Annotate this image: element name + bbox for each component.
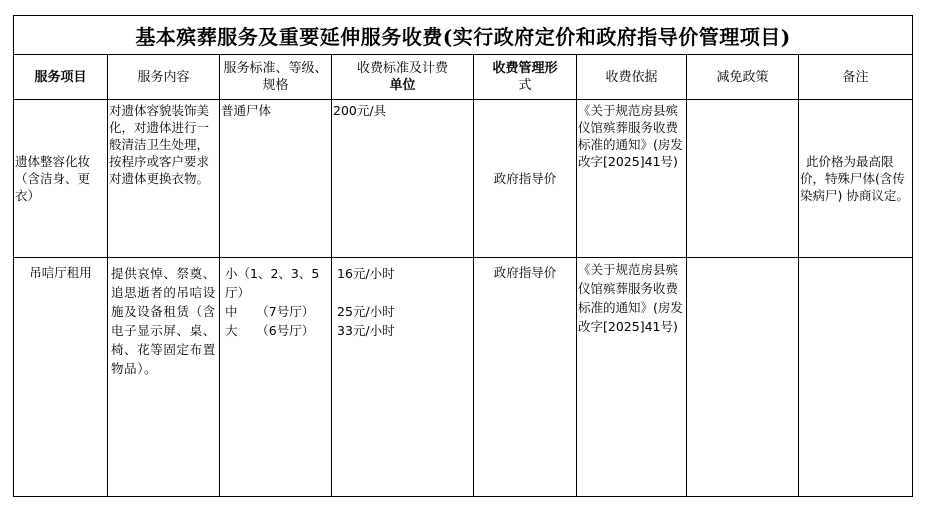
table-row [14, 258, 913, 497]
row2-item-text: 吊唁厅租用 [29, 265, 92, 280]
header-mgmt-line2: 式 [518, 78, 532, 93]
header-relief: 减免政策 [687, 55, 799, 100]
row1-content-text: 对遗体容貌装饰美化，对遗体进行一般清洁卫生处理，按程序或客户要求对遗体更换衣物。 [109, 103, 210, 186]
row1-fee [332, 100, 474, 258]
row2-remark-text [799, 258, 912, 262]
header-fee [332, 55, 474, 100]
row2-fee-list [332, 258, 473, 342]
row1-content [108, 100, 220, 258]
header-mgmt-line1: 收费管理形 [492, 61, 558, 76]
row2-item [14, 258, 108, 497]
fee-medium: 25元/小时 [337, 304, 395, 319]
row2-basis-text: 《关于规范房县殡仪馆殡葬服务收费标准的通知》(房发改字[2025]41号) [578, 262, 683, 334]
standard-large: 大 （6号厅） [225, 323, 315, 338]
row1-standard [220, 100, 332, 258]
header-mgmt [474, 55, 577, 100]
header-row [14, 55, 913, 100]
standard-medium: 中 （7号厅） [225, 304, 315, 319]
row2-remark [799, 258, 913, 497]
row2-basis [577, 258, 687, 497]
row2-relief [687, 258, 799, 497]
header-remark: 备注 [799, 55, 913, 100]
row2-standard [220, 258, 332, 497]
row1-remark-text: 此价格为最高限价，特殊尸体(含传染病尸) 协商议定。 [800, 154, 909, 203]
row1-relief [687, 100, 799, 258]
table-title: 基本殡葬服务及重要延伸服务收费(实行政府定价和政府指导价管理项目) [14, 16, 913, 55]
header-standard-text: 服务标准、等级、规格 [223, 61, 328, 93]
row1-remark [799, 100, 913, 258]
row2-standard-list [220, 258, 331, 342]
header-content: 服务内容 [108, 55, 220, 100]
row1-item [14, 100, 108, 258]
row2-mgmt [474, 258, 577, 497]
header-fee-line2: 单位 [389, 78, 416, 93]
table-row [14, 100, 913, 258]
fee-large: 33元/小时 [337, 323, 395, 338]
row1-item-text: 遗体整容化妆（含洁身、更衣） [15, 154, 91, 203]
row1-standard-text: 普通尸体 [221, 103, 272, 118]
row2-content-text: 提供哀悼、祭奠、追思逝者的吊唁设施及设备租赁（含电子显示屏、桌、椅、花等固定布置物品）。 [111, 266, 216, 376]
header-item: 服务项目 [14, 55, 108, 100]
row2-content [108, 258, 220, 497]
header-fee-line1: 收费标准及计费 [356, 61, 448, 76]
fee-table-container [13, 15, 912, 496]
row1-mgmt [474, 100, 577, 258]
standard-small: 小（1、2、3、5厅） [225, 266, 320, 300]
row2-mgmt-text: 政府指导价 [493, 265, 557, 280]
fee-table [13, 15, 913, 497]
row1-basis [577, 100, 687, 258]
header-basis: 收费依据 [577, 55, 687, 100]
row2-fee [332, 258, 474, 497]
fee-small: 16元/小时 [337, 266, 395, 281]
row2-relief-text [687, 258, 798, 262]
row1-basis-text: 《关于规范房县殡仪馆殡葬服务收费标准的通知》(房发改字[2025]41号) [578, 103, 683, 169]
header-standard [220, 55, 332, 100]
row1-fee-text: 200元/具 [333, 103, 387, 118]
row1-relief-text [687, 100, 798, 104]
row1-mgmt-text: 政府指导价 [493, 171, 557, 186]
